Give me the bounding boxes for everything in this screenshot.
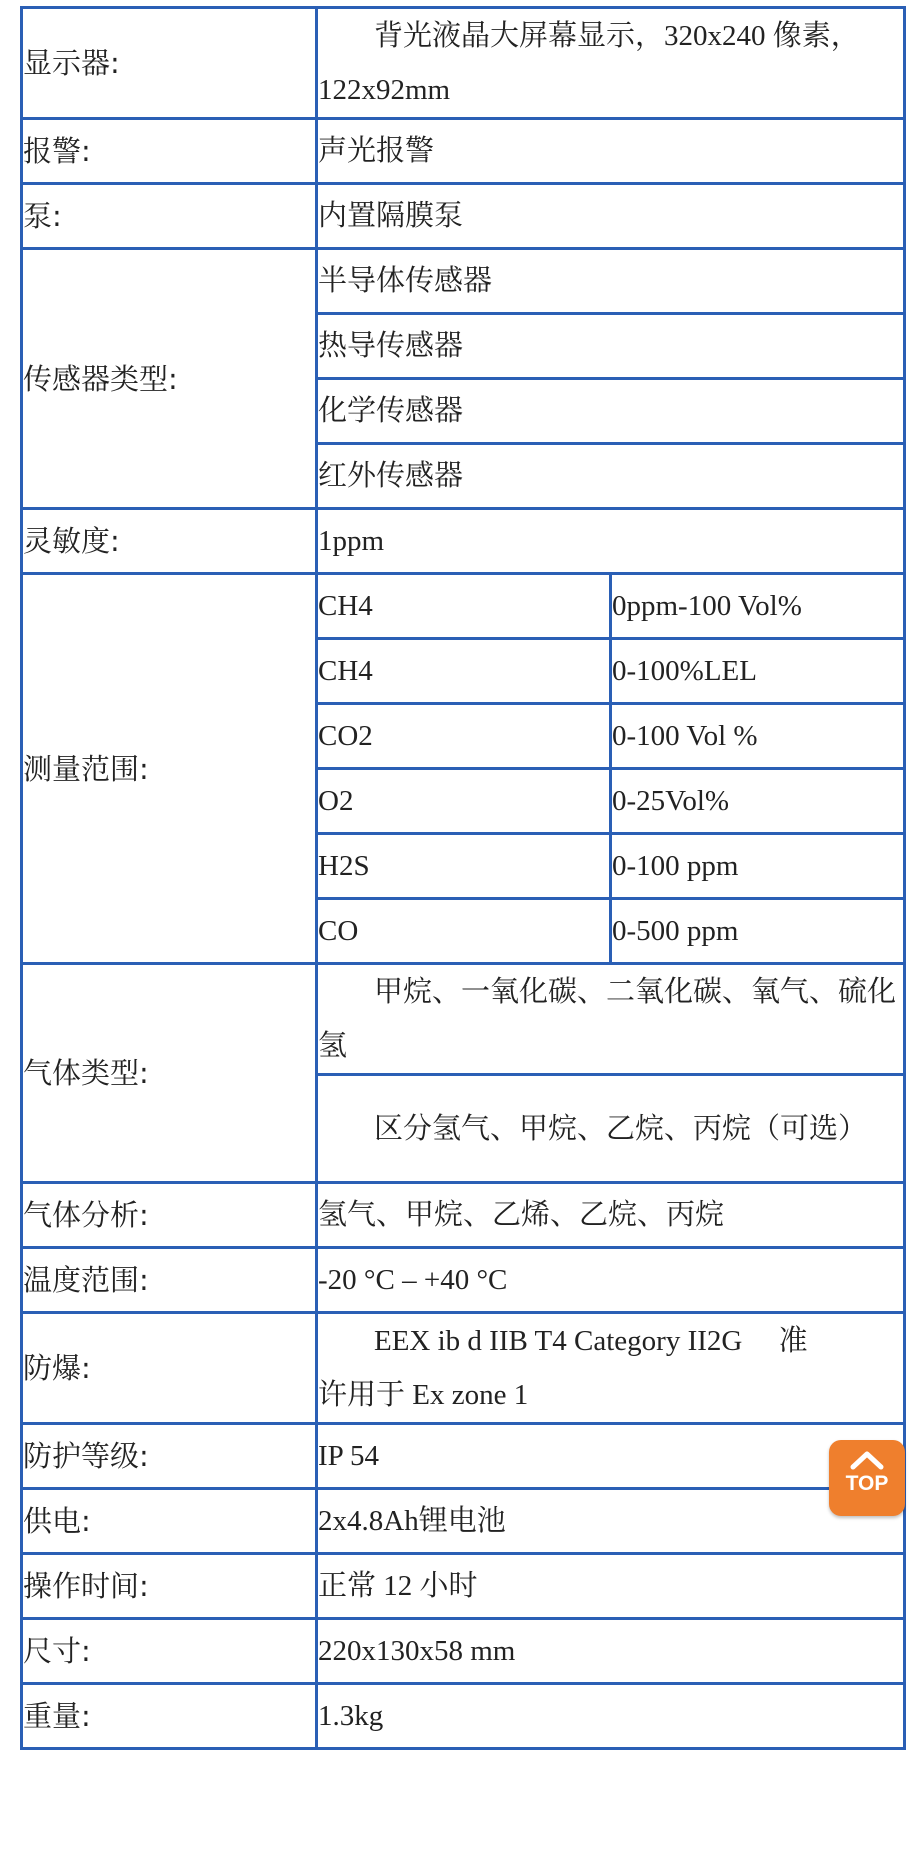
row-value-weight: 1.3kg <box>317 1684 905 1749</box>
back-to-top-label: TOP <box>845 1472 889 1495</box>
table-row <box>22 1554 905 1619</box>
table-row <box>22 184 905 249</box>
row-label-sensitivity: 灵敏度: <box>22 509 317 574</box>
sensor-type-value: 热导传感器 <box>317 314 905 379</box>
range-gas: O2 <box>317 769 611 834</box>
row-label-gas-analysis: 气体分析: <box>22 1183 317 1248</box>
row-value-gas-analysis: 氢气、甲烷、乙烯、乙烷、丙烷 <box>317 1183 905 1248</box>
row-label-pump: 泵: <box>22 184 317 249</box>
table-row <box>22 8 905 119</box>
range-value: 0-100 Vol % <box>611 704 905 769</box>
row-value-power: 2x4.8Ah锂电池 <box>317 1489 905 1554</box>
row-label-dimensions: 尺寸: <box>22 1619 317 1684</box>
range-gas: CO <box>317 899 611 964</box>
gas-type-value: 区分氢气、甲烷、乙烷、丙烷（可选） <box>317 1075 905 1183</box>
row-label-sensor-type: 传感器类型: <box>22 249 317 509</box>
spec-table <box>20 6 906 1750</box>
row-label-operation-time: 操作时间: <box>22 1554 317 1619</box>
row-label-weight: 重量: <box>22 1684 317 1749</box>
row-label-range: 测量范围: <box>22 574 317 964</box>
sensor-type-value: 半导体传感器 <box>317 249 905 314</box>
table-row <box>22 1248 905 1313</box>
range-value: 0-25Vol% <box>611 769 905 834</box>
range-value: 0-500 ppm <box>611 899 905 964</box>
row-label-temperature: 温度范围: <box>22 1248 317 1313</box>
range-gas: CH4 <box>317 639 611 704</box>
table-row <box>22 249 905 314</box>
table-row <box>22 1313 905 1424</box>
row-value-protection: IP 54 <box>317 1424 905 1489</box>
table-row <box>22 1489 905 1554</box>
sensor-type-value: 红外传感器 <box>317 444 905 509</box>
range-value: 0-100 ppm <box>611 834 905 899</box>
row-label-display: 显示器: <box>22 8 317 119</box>
gas-type-value: 甲烷、一氧化碳、二氧化碳、氧气、硫化氢 <box>317 964 905 1075</box>
range-value: 0-100%LEL <box>611 639 905 704</box>
range-gas: CH4 <box>317 574 611 639</box>
range-value: 0ppm-100 Vol% <box>611 574 905 639</box>
row-label-gas-type: 气体类型: <box>22 964 317 1183</box>
table-row <box>22 509 905 574</box>
row-label-power: 供电: <box>22 1489 317 1554</box>
row-value-pump: 内置隔膜泵 <box>317 184 905 249</box>
row-value-temperature: -20 °C – +40 °C <box>317 1248 905 1313</box>
table-row <box>22 1619 905 1684</box>
row-label-explosion: 防爆: <box>22 1313 317 1424</box>
range-gas: H2S <box>317 834 611 899</box>
row-label-alarm: 报警: <box>22 119 317 184</box>
range-gas: CO2 <box>317 704 611 769</box>
row-value-dimensions: 220x130x58 mm <box>317 1619 905 1684</box>
table-row <box>22 1183 905 1248</box>
row-value-display: 背光液晶大屏幕显示，320x240 像素，122x92mm <box>317 8 905 119</box>
row-value-alarm: 声光报警 <box>317 119 905 184</box>
table-row <box>22 964 905 1075</box>
row-value-explosion: EEX ib d IIB T4 Category II2G 准许用于 Ex zone 1 <box>317 1313 905 1424</box>
table-row <box>22 574 905 639</box>
row-label-protection: 防护等级: <box>22 1424 317 1489</box>
row-value-operation-time: 正常 12 小时 <box>317 1554 905 1619</box>
chevron-up-icon <box>850 1450 884 1470</box>
sensor-type-value: 化学传感器 <box>317 379 905 444</box>
table-row <box>22 1424 905 1489</box>
row-value-sensitivity: 1ppm <box>317 509 905 574</box>
table-row <box>22 1684 905 1749</box>
back-to-top-button[interactable] <box>829 1440 905 1516</box>
table-row <box>22 119 905 184</box>
